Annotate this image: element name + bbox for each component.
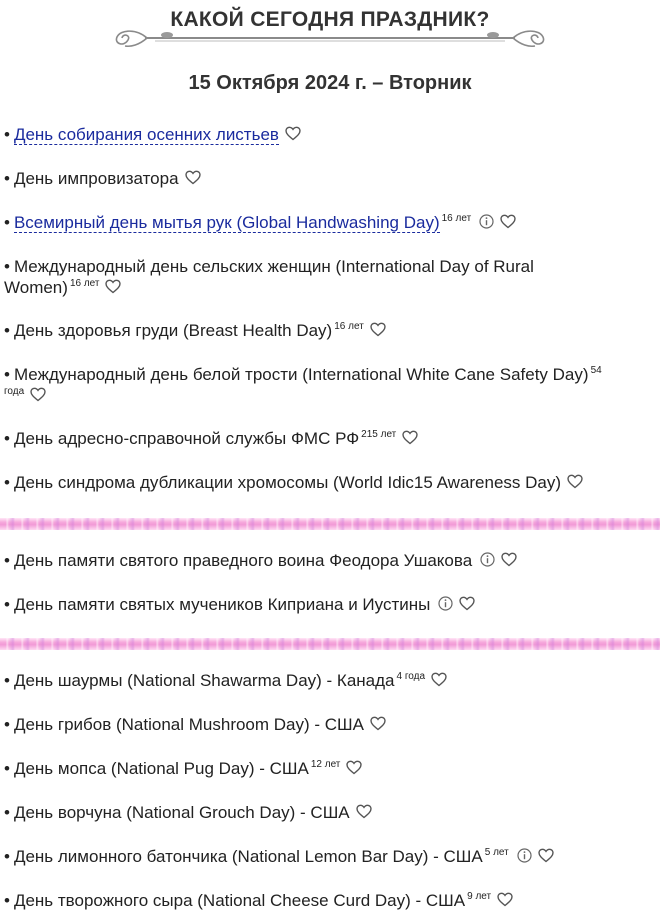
- holiday-age: 16 лет: [69, 278, 100, 289]
- info-icon[interactable]: [480, 551, 495, 572]
- info-icon[interactable]: [438, 595, 453, 616]
- holiday-age: 9 лет: [467, 891, 492, 902]
- bullet: •: [4, 759, 10, 778]
- bullet: •: [4, 595, 10, 614]
- heart-icon[interactable]: [402, 429, 418, 450]
- heart-icon[interactable]: [285, 125, 301, 146]
- heart-icon[interactable]: [497, 891, 513, 912]
- holiday-item: [4, 550, 604, 572]
- holiday-name: День лимонного батончика (National Lemon Bar Day) - США: [13, 847, 483, 866]
- holiday-age: 12 лет: [310, 759, 341, 770]
- holiday-link[interactable]: Всемирный день мытья рук (Global Handwashing Day): [13, 213, 440, 232]
- heart-icon[interactable]: [30, 386, 46, 407]
- bullet: •: [4, 891, 10, 910]
- holiday-age: 54 года: [4, 365, 602, 397]
- holiday-name: День адресно-справочной службы ФМС РФ: [13, 429, 360, 448]
- holiday-item: [4, 890, 604, 912]
- bullet: •: [4, 847, 10, 866]
- holiday-item: [4, 670, 604, 692]
- heart-icon[interactable]: [356, 803, 372, 824]
- holiday-name: День здоровья груди (Breast Health Day): [13, 321, 333, 340]
- bullet: •: [4, 125, 10, 144]
- holiday-item: [4, 124, 604, 146]
- ornament-divider-icon: [107, 27, 553, 49]
- holiday-age: 16 лет: [334, 321, 364, 332]
- heart-icon[interactable]: [370, 715, 386, 736]
- bullet: •: [4, 473, 10, 492]
- bullet: •: [4, 257, 10, 276]
- holiday-name: День мопса (National Pug Day) - США: [13, 759, 309, 778]
- bullet: •: [4, 365, 10, 384]
- holiday-link[interactable]: День собирания осенних листьев: [13, 125, 279, 144]
- heart-icon[interactable]: [105, 278, 121, 299]
- heart-icon[interactable]: [346, 759, 362, 780]
- holiday-age: 16 лет: [441, 213, 472, 224]
- bullet: •: [4, 671, 10, 690]
- bullet: •: [4, 803, 10, 822]
- holiday-item: [4, 364, 604, 407]
- holiday-name: Международный день сельских женщин (International Day of Rural Women): [4, 257, 534, 297]
- holiday-item: [4, 168, 604, 190]
- bullet: •: [4, 429, 10, 448]
- holiday-name: День синдрома дубликации хромосомы (World Idic15 Awareness Day): [13, 473, 562, 492]
- holiday-item: [4, 472, 604, 494]
- heart-icon[interactable]: [370, 321, 386, 342]
- holiday-name: День шаурмы (National Shawarma Day) - Канада: [13, 671, 395, 690]
- holiday-age: 215 лет: [361, 429, 397, 440]
- page-title: КАКОЙ СЕГОДНЯ ПРАЗДНИК?: [170, 8, 490, 31]
- holiday-name: Международный день белой трости (International White Cane Safety Day): [13, 365, 589, 384]
- holiday-age: 5 лет: [484, 847, 509, 858]
- bullet: •: [4, 169, 10, 188]
- holiday-age: 4 года: [396, 671, 426, 682]
- holiday-name: День памяти святых мучеников Киприана и Иустины: [13, 595, 431, 614]
- holiday-name: День творожного сыра (National Cheese Curd Day) - США: [13, 891, 466, 910]
- info-icon[interactable]: [517, 847, 532, 868]
- page-date: 15 Октября 2024 г. – Вторник: [188, 72, 472, 94]
- heart-icon[interactable]: [501, 551, 517, 572]
- info-icon[interactable]: [479, 213, 494, 234]
- holiday-item: [4, 846, 604, 868]
- bullet: •: [4, 551, 10, 570]
- holiday-item: [4, 802, 604, 824]
- holiday-item: [4, 320, 604, 342]
- holiday-item: [4, 594, 604, 616]
- holiday-item: [4, 758, 604, 780]
- holiday-name: День памяти святого праведного воина Феодора Ушакова: [13, 551, 473, 570]
- holiday-item: [4, 428, 604, 450]
- bullet: •: [4, 213, 10, 232]
- section-divider: [0, 518, 660, 530]
- heart-icon[interactable]: [431, 671, 447, 692]
- holiday-name: День импровизатора: [13, 169, 179, 188]
- heart-icon[interactable]: [567, 473, 583, 494]
- holiday-name: День ворчуна (National Grouch Day) - США: [13, 803, 350, 822]
- holiday-name: День грибов (National Mushroom Day) - США: [13, 715, 364, 734]
- heart-icon[interactable]: [459, 595, 475, 616]
- holiday-item: [4, 256, 604, 299]
- heart-icon[interactable]: [500, 213, 516, 234]
- heart-icon[interactable]: [185, 169, 201, 190]
- holiday-item: [4, 714, 604, 736]
- section-divider: [0, 638, 660, 650]
- bullet: •: [4, 321, 10, 340]
- heart-icon[interactable]: [538, 847, 554, 868]
- bullet: •: [4, 715, 10, 734]
- holiday-item: [4, 212, 604, 234]
